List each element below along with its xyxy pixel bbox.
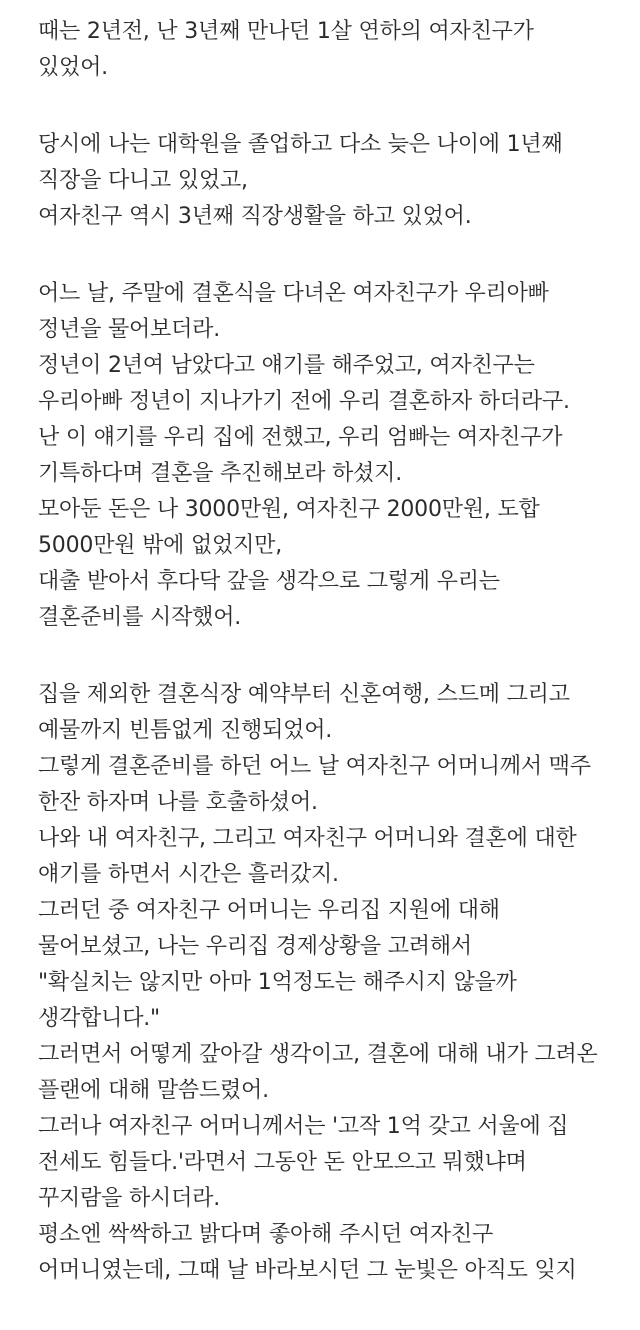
paragraph-intro <box>38 14 628 86</box>
text-line: 전세도 힘들다.'라면서 그동안 돈 안모으고 뭐했냐며 <box>38 1150 527 1175</box>
text-line: 얘기를 하면서 시간은 흘러갔지. <box>38 862 339 887</box>
text-line: 정년을 물어보더라. <box>38 317 221 342</box>
text-line: 그렇게 결혼준비를 하던 어느 날 여자친구 어머니께서 맥주 <box>38 754 591 779</box>
text-line: 정년이 2년여 남았다고 얘기를 해주었고, 여자친구는 <box>38 353 535 378</box>
text-line: 예물까지 빈틈없게 진행되었어. <box>38 718 333 743</box>
text-line: 집을 제외한 결혼식장 예약부터 신혼여행, 스드메 그리고 <box>38 682 570 707</box>
text-line: 당시에 나는 대학원을 졸업하고 다소 늦은 나이에 1년째 <box>38 132 563 157</box>
text-line: 5000만원 밖에 없었지만, <box>38 533 282 558</box>
text-line: 대출 받아서 후다닥 갚을 생각으로 그렇게 우리는 <box>38 569 500 594</box>
text-line: 기특하다며 결혼을 추진해보라 하셨지. <box>38 461 403 486</box>
paragraph-preparation <box>38 677 628 1289</box>
text-line: 그러나 여자친구 어머니께서는 '고작 1억 갖고 서울에 집 <box>38 1114 569 1139</box>
paragraph-proposal <box>38 276 628 636</box>
text-line: 어머니였는데, 그때 날 바라보시던 그 눈빛은 아직도 잊지 <box>38 1258 577 1283</box>
text-line: 모아둔 돈은 나 3000만원, 여자친구 2000만원, 도합 <box>38 497 540 522</box>
text-line: "확실치는 않지만 아마 1억정도는 해주시지 않을까 <box>38 970 517 995</box>
text-line: 한잔 하자며 나를 호출하셨어. <box>38 790 318 815</box>
text-line: 생각합니다." <box>38 1006 160 1031</box>
text-line: 그러던 중 여자친구 어머니는 우리집 지원에 대해 <box>38 898 500 923</box>
text-line: 꾸지람을 하시더라. <box>38 1186 221 1211</box>
paragraph-background <box>38 127 628 235</box>
text-line: 어느 날, 주말에 결혼식을 다녀온 여자친구가 우리아빠 <box>38 281 549 306</box>
text-line: 있었어. <box>38 55 108 80</box>
text-line: 난 이 얘기를 우리 집에 전했고, 우리 엄빠는 여자친구가 <box>38 425 563 450</box>
article-body <box>38 14 628 1330</box>
text-line: 물어보셨고, 나는 우리집 경제상황을 고려해서 <box>38 934 472 959</box>
text-line: 평소엔 싹싹하고 밝다며 좋아해 주시던 여자친구 <box>38 1222 494 1247</box>
text-line: 나와 내 여자친구, 그리고 여자친구 어머니와 결혼에 대한 <box>38 826 577 851</box>
text-line: 여자친구 역시 3년째 직장생활을 하고 있었어. <box>38 204 472 229</box>
text-line: 우리아빠 정년이 지나가기 전에 우리 결혼하자 하더라구. <box>38 389 570 414</box>
text-line: 직장을 다니고 있었고, <box>38 168 248 193</box>
text-line: 때는 2년전, 난 3년째 만나던 1살 연하의 여자친구가 <box>38 19 534 44</box>
text-line: 결혼준비를 시작했어. <box>38 605 242 630</box>
text-line: 플랜에 대해 말씀드렸어. <box>38 1078 269 1103</box>
text-line: 그러면서 어떻게 갚아갈 생각이고, 결혼에 대해 내가 그려온 <box>38 1042 598 1067</box>
